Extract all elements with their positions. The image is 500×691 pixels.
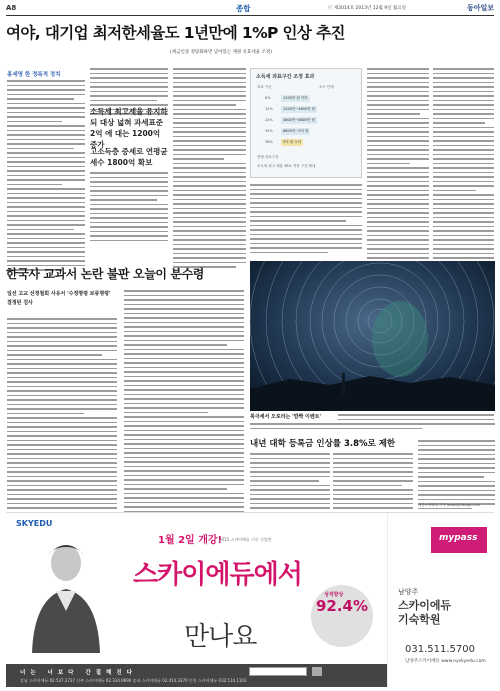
tuition-reporter: 세종=박희제 기자 lovejs@donga.com: [418, 503, 480, 507]
rate-label: 성적향상: [324, 592, 344, 598]
story2-column-1: [7, 318, 117, 543]
story3-column-3: [418, 440, 495, 512]
lead-column-3: [173, 68, 246, 271]
aurora-photo: [250, 261, 495, 411]
tuition-headline: 내년 대학 등록금 인상률 3.8%로 제한: [250, 439, 396, 449]
bracket-rate: 35%: [265, 129, 273, 133]
graphic-label-b: 소득 단계: [319, 85, 334, 89]
lead-subhead: (세금인상 정당화하면 남아있는 재원 유효세율 조정): [170, 50, 272, 55]
skyedu-advertisement: [6, 512, 494, 687]
lead-column-6: [433, 68, 494, 271]
history-textbook-byline: 일선 고교 선정철회 사유서 '수정명령 보류명령' 결정된 검사: [7, 291, 111, 306]
page-header: [6, 2, 494, 16]
bracket-cell: 1200만~4600만 원: [283, 107, 316, 111]
campus-phone: 031.511.5700: [405, 644, 475, 655]
bracket-cell: 1200만 원 이하: [283, 96, 308, 100]
campus-name-1: 남양주: [398, 588, 419, 596]
footer-contacts: 강남 스카이에듀 02.537.2727 신촌 스카이에듀 02.334.9690 송파 스카이에듀 02.414.3370 인천 스카이에듀 032.514.1103: [20, 678, 247, 683]
rate-value: 92.4%: [315, 597, 369, 615]
campus-name-2: 스카이에듀: [398, 599, 452, 612]
photo-caption-text-2: [250, 423, 495, 432]
lead-headline: 여야, 대기업 최저한세율도 1년만에 1%P 인상 추진: [6, 24, 345, 42]
ad-brand-line-1: 스카이에듀에서: [133, 560, 302, 590]
tax-bracket-graphic: [250, 68, 362, 178]
photo-caption-label: 북극세서 오로라는 '깜짝 이벤트': [250, 414, 322, 420]
section-label: 종합: [236, 4, 251, 13]
footer-slogan: 너는 너보다 간절해진다: [20, 670, 137, 676]
footer-search-box: [249, 667, 307, 676]
mypass-logo-text: mypass: [439, 533, 478, 543]
bracket-cell: 3억 원 초과: [283, 140, 301, 144]
campus-website: 남양주스카이에듀 www.nyskyedu.com: [405, 659, 486, 664]
lead-subtitle-2: 고소득층 증세로 연평균 세수 1800억 확보: [90, 147, 168, 167]
bracket-cell: 8800만~3억 원: [283, 129, 309, 133]
bracket-cell: 4600만~8800만 원: [283, 118, 316, 122]
lead-column-4: [250, 184, 362, 256]
student-figure: [26, 533, 106, 653]
lead-column-5: [367, 68, 429, 271]
ad-brand-line-3: 만나요: [184, 622, 257, 652]
history-textbook-headline: 한국사 교과서 논란 불판 오늘이 분수령: [6, 267, 204, 281]
graphic-footnote: 현행 과표구간: [257, 155, 279, 159]
skyedu-logo: SKYEDU: [16, 519, 53, 528]
issue-meta: ⓒ 제2014호 2013년 12월 9일 월요일: [328, 6, 406, 11]
lead-column-1: [7, 80, 85, 274]
newspaper-brand: 동아일보: [466, 4, 494, 12]
lead-column-2b: [90, 172, 168, 244]
story2-column-2: [124, 290, 244, 547]
campus-name-3: 기숙학원: [398, 613, 441, 626]
lead-byline: 홍세영 한 정록적 정치: [7, 72, 61, 78]
graphic-footnote-2: 소득세 최고 세율 38% 적용 구간 확대: [257, 164, 316, 168]
aurora-photo-graphic: [250, 261, 495, 411]
ad-footer-bar: [6, 664, 387, 687]
bracket-rate: 38%: [265, 140, 273, 144]
graphic-title: 소득세 과표구간 조정 효과: [256, 74, 315, 80]
ad-tagline: 2015 스카이에듀 기숙 신입반: [219, 537, 272, 542]
bracket-rate: 6%: [265, 96, 271, 100]
bracket-rate: 24%: [265, 118, 273, 122]
bracket-rate: 15%: [265, 107, 273, 111]
story3-column-1: [250, 453, 330, 516]
graphic-label-a: 과표 기준: [257, 85, 272, 89]
footer-search-icon: [312, 667, 322, 676]
lead-subtitle-1: 소득세 최고세율 유지하되 대상 넓혀 과세표준 2억 에 대는 1200억 증가: [90, 107, 168, 149]
open-date-label: 1월 2일 개강!: [158, 535, 223, 546]
page-number: A8: [6, 4, 17, 12]
story3-column-2: [333, 453, 413, 516]
